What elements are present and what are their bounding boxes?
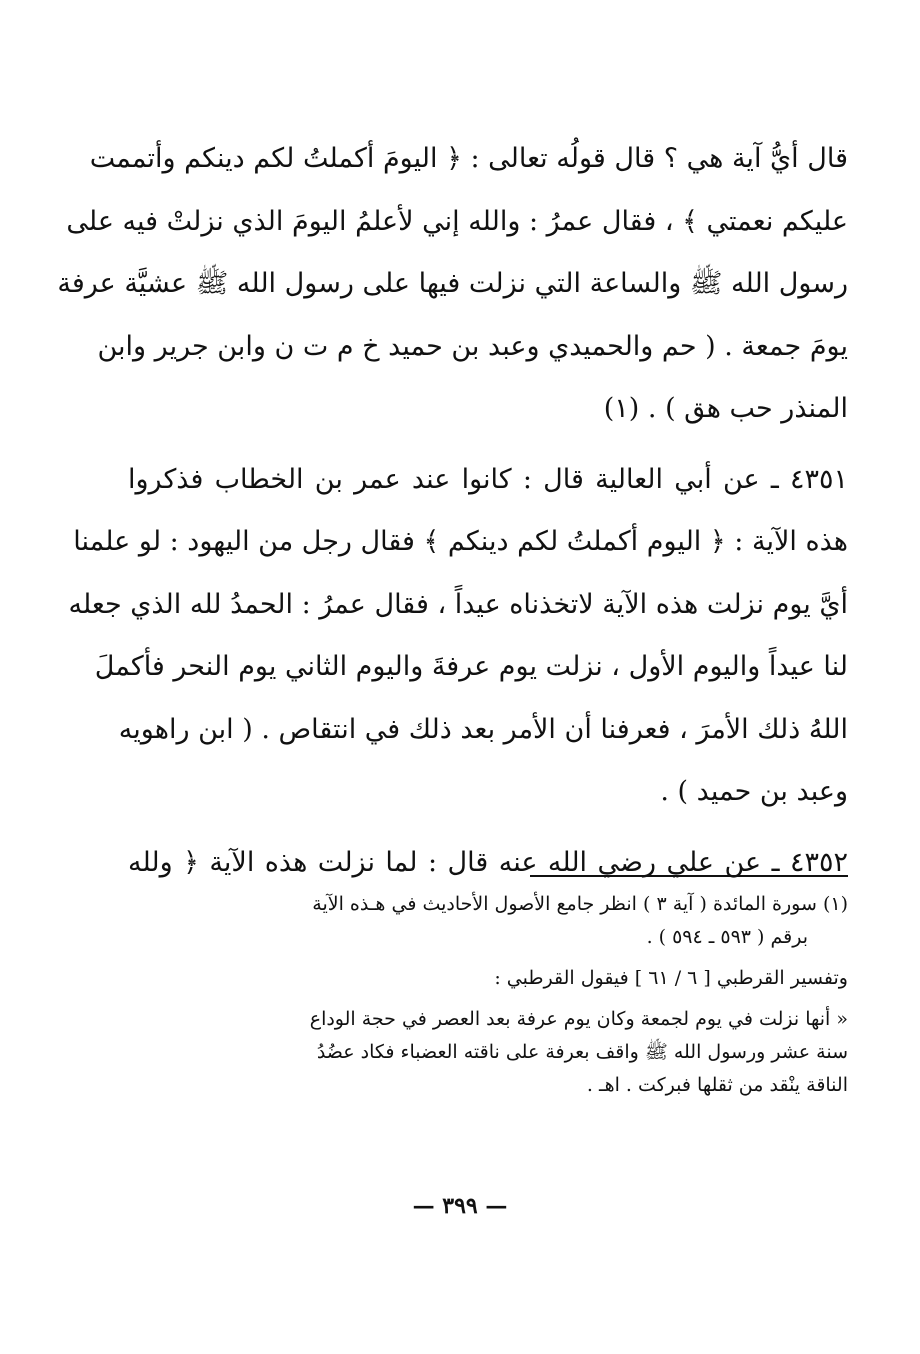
footnote-1 [128,888,848,954]
hadith-4351 [68,449,848,824]
text-line: قال أيُّ آية هي ؟ قال قولُه تعالى : ﴿ اليومَ أكملتُ لكم دينكم وأتممت [89,143,848,174]
footnote-line: برقم ( ٥٩٣ ـ ٥٩٤ ) . [646,926,808,948]
footnote-quote [128,1003,848,1102]
text-line: هذه الآية : ﴿ اليوم أكملتُ لكم دينكم ﴾ فقال رجل من اليهود : لو علمنا [73,526,848,557]
text-line: أيَّ يوم نزلت هذه الآية لاتخذناه عيداً ، فقال عمرُ : الحمدُ لله الذي جعله [68,588,848,620]
footnote-line: وتفسير القرطبي [ ٦ / ٦١ ] فيقول القرطبي : [494,967,848,989]
main-text [57,128,848,894]
footnote-tafsir-reference [128,962,848,995]
text-line: ٤٣٥١ ـ عن أبي العالية قال : كانوا عند عمر بن الخطاب فذكروا [128,463,848,495]
footnote-line: سنة عشر ورسول الله ﷺ واقف بعرفة على ناقته العضباء فكاد عضُدُ [316,1041,848,1063]
footnote-divider [530,875,848,877]
text-line: عليكم نعمتي ﴾ ، فقال عمرُ : والله إني لأعلمُ اليومَ الذي نزلتْ فيه على [66,205,848,237]
footnotes [128,888,848,1102]
text-line: المنذر حب هق ) . (١) [603,393,848,424]
text-line: ٤٣٥٢ ـ عن علي رضي الله عنه قال : لما نزلت هذه الآية ﴿ ولله [128,846,848,878]
footnote-line: « أنها نزلت في يوم لجمعة وكان يوم عرفة بعد العصر في حجة الوداع [309,1008,848,1030]
hadith-4352 [128,832,848,895]
page-number: — ٣٩٩ — [412,1193,508,1219]
text-line: يومَ جمعة . ( حم والحميدي وعبد بن حميد خ م ت ن وابن جرير وابن [97,330,848,362]
text-line: لنا عيداً واليوم الأول ، نزلت يوم عرفةَ واليوم الثاني يوم النحر فأكملَ [94,651,848,682]
text-line: وعبد بن حميد ) . [660,776,848,807]
footnote-line: الناقة ينْقد من ثقلها فبركت . اهـ . [586,1074,848,1096]
footnote-line: (١) سورة المائدة ( آية ٣ ) انظر جامع الأصول الأحاديث في هـذه الآية [312,893,848,915]
text-line: رسول الله ﷺ والساعة التي نزلت فيها على رسول الله ﷺ عشيَّة عرفة [57,268,848,299]
text-line: اللهُ ذلك الأمرَ ، فعرفنا أن الأمر بعد ذلك في انتقاص . ( ابن راهويه [118,713,848,745]
hadith-paragraph-continuation [57,128,848,441]
